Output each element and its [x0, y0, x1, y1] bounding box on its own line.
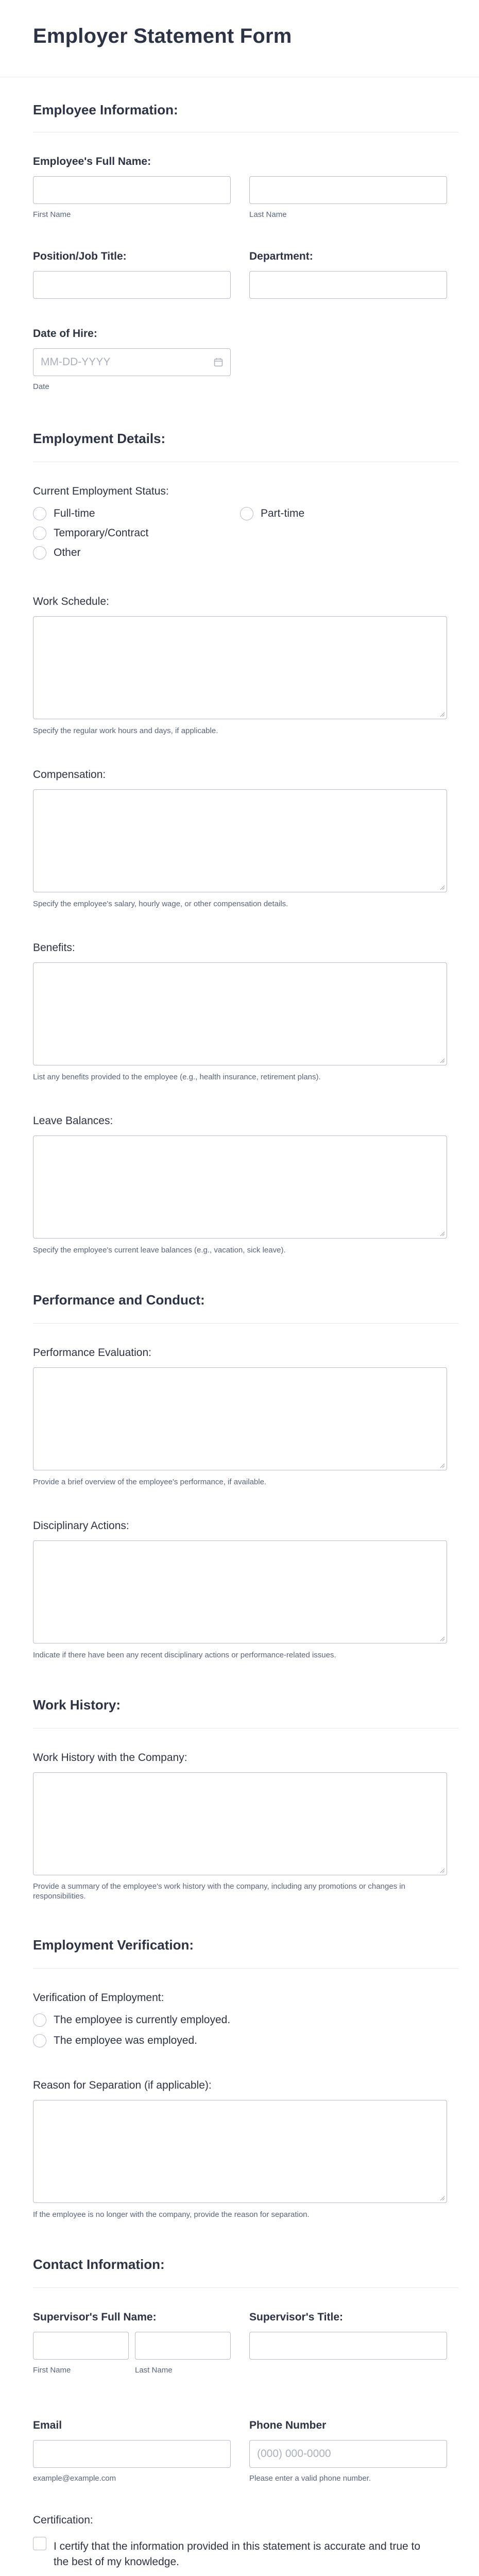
- status-option-label: Temporary/Contract: [54, 527, 149, 539]
- status-option-label: Other: [54, 547, 81, 558]
- status-option-temporary[interactable]: [33, 527, 148, 540]
- compensation-label: Compensation:: [33, 769, 106, 781]
- certification-label: Certification:: [33, 2514, 93, 2526]
- supervisor-title-input[interactable]: [249, 2332, 447, 2360]
- work-history-sublabel: Provide a summary of the employee's work history with the company, including any promotions or changes in responsibilities.: [33, 1882, 405, 1901]
- phone-label: Phone Number: [249, 2419, 327, 2431]
- hire-date-input[interactable]: [33, 348, 231, 376]
- section-divider: [33, 1968, 458, 1969]
- department-input[interactable]: [249, 271, 447, 299]
- certification-text: I certify that the information provided in this statement is accurate and true to the best of my knowledge.: [54, 2540, 421, 2568]
- disciplinary-actions-label: Disciplinary Actions:: [33, 1520, 129, 1532]
- email-label: Email: [33, 2419, 62, 2431]
- work-schedule-label: Work Schedule:: [33, 596, 109, 607]
- resize-handle-icon[interactable]: [439, 1230, 445, 1236]
- section-heading-contact: Contact Information:: [33, 2257, 165, 2272]
- verification-option-label: The employee is currently employed.: [54, 2014, 231, 2026]
- form-title: Employer Statement Form: [33, 25, 292, 47]
- employee-full-name-label: Employee's Full Name:: [33, 156, 151, 167]
- calendar-icon[interactable]: [214, 358, 223, 367]
- phone-placeholder: (000) 000-0000: [257, 2448, 331, 2460]
- resize-handle-icon[interactable]: [439, 711, 445, 717]
- section-heading-performance: Performance and Conduct:: [33, 1292, 205, 1308]
- last-name-sublabel: Last Name: [135, 2366, 173, 2375]
- separation-reason-label: Reason for Separation (if applicable):: [33, 2079, 212, 2091]
- status-option-label: Part-time: [261, 507, 305, 519]
- hire-date-label: Date of Hire:: [33, 328, 97, 340]
- work-history-label: Work History with the Company:: [33, 1752, 187, 1764]
- section-divider: [33, 1323, 458, 1324]
- employment-status-label: Current Employment Status:: [33, 485, 169, 497]
- leave-balances-label: Leave Balances:: [33, 1115, 113, 1127]
- first-name-sublabel: First Name: [33, 210, 71, 219]
- radio-button[interactable]: [240, 507, 253, 520]
- verification-option-label: The employee was employed.: [54, 2035, 197, 2046]
- radio-button[interactable]: [33, 2013, 46, 2027]
- certification-checkbox[interactable]: [33, 2537, 46, 2550]
- hire-date-placeholder: MM-DD-YYYY: [41, 356, 111, 368]
- compensation-textarea[interactable]: [33, 789, 447, 892]
- phone-sublabel: Please enter a valid phone number.: [249, 2474, 371, 2483]
- resize-handle-icon[interactable]: [439, 1867, 445, 1873]
- benefits-label: Benefits:: [33, 942, 75, 954]
- employee-last-name-input[interactable]: [249, 176, 447, 204]
- supervisor-name-label: Supervisor's Full Name:: [33, 2311, 157, 2323]
- email-input[interactable]: [33, 2440, 231, 2468]
- benefits-textarea[interactable]: [33, 962, 447, 1065]
- status-option-full-time[interactable]: [33, 507, 95, 520]
- section-heading-employment-details: Employment Details:: [33, 431, 166, 446]
- resize-handle-icon[interactable]: [439, 884, 445, 890]
- supervisor-last-name-input[interactable]: [135, 2332, 231, 2360]
- supervisor-title-label: Supervisor's Title:: [249, 2311, 343, 2323]
- position-input[interactable]: [33, 271, 231, 299]
- benefits-sublabel: List any benefits provided to the employee (e.g., health insurance, retirement plans).: [33, 1073, 321, 1081]
- section-heading-work-history: Work History:: [33, 1697, 121, 1713]
- hire-date-sublabel: Date: [33, 382, 49, 391]
- employee-first-name-input[interactable]: [33, 176, 231, 204]
- phone-input[interactable]: [249, 2440, 447, 2468]
- resize-handle-icon[interactable]: [439, 2195, 445, 2201]
- disciplinary-actions-sublabel: Indicate if there have been any recent disciplinary actions or performance-related issues.: [33, 1651, 336, 1659]
- resize-handle-icon[interactable]: [439, 1462, 445, 1468]
- verification-option-former[interactable]: [33, 2034, 197, 2047]
- work-history-textarea[interactable]: [33, 1772, 447, 1875]
- section-heading-verification: Employment Verification:: [33, 1937, 194, 1953]
- disciplinary-actions-textarea[interactable]: [33, 1540, 447, 1643]
- work-schedule-textarea[interactable]: [33, 616, 447, 719]
- email-sublabel: example@example.com: [33, 2474, 116, 2483]
- position-label: Position/Job Title:: [33, 250, 127, 262]
- performance-evaluation-textarea[interactable]: [33, 1367, 447, 1470]
- radio-button[interactable]: [33, 546, 46, 560]
- section-divider: [33, 2287, 458, 2288]
- performance-evaluation-sublabel: Provide a brief overview of the employee's performance, if available.: [33, 1478, 267, 1486]
- department-label: Department:: [249, 250, 313, 262]
- separation-reason-sublabel: If the employee is no longer with the company, provide the reason for separation.: [33, 2210, 310, 2219]
- first-name-sublabel: First Name: [33, 2366, 71, 2375]
- supervisor-first-name-input[interactable]: [33, 2332, 129, 2360]
- leave-balances-sublabel: Specify the employee's current leave balances (e.g., vacation, sick leave).: [33, 1246, 286, 1255]
- leave-balances-textarea[interactable]: [33, 1136, 447, 1239]
- work-schedule-sublabel: Specify the regular work hours and days, if applicable.: [33, 726, 218, 735]
- radio-button[interactable]: [33, 527, 46, 540]
- form-header: [0, 0, 479, 77]
- last-name-sublabel: Last Name: [249, 210, 287, 219]
- verification-label: Verification of Employment:: [33, 1992, 164, 2004]
- radio-button[interactable]: [33, 2034, 46, 2047]
- radio-button[interactable]: [33, 507, 46, 520]
- section-heading-employee-info: Employee Information:: [33, 102, 178, 117]
- compensation-sublabel: Specify the employee's salary, hourly wage, or other compensation details.: [33, 900, 288, 908]
- resize-handle-icon[interactable]: [439, 1635, 445, 1641]
- resize-handle-icon[interactable]: [439, 1057, 445, 1063]
- verification-option-current[interactable]: [33, 2013, 230, 2027]
- separation-reason-textarea[interactable]: [33, 2100, 447, 2203]
- status-option-part-time[interactable]: [240, 507, 304, 520]
- status-option-other[interactable]: [33, 546, 81, 560]
- status-option-label: Full-time: [54, 507, 95, 519]
- performance-evaluation-label: Performance Evaluation:: [33, 1347, 151, 1359]
